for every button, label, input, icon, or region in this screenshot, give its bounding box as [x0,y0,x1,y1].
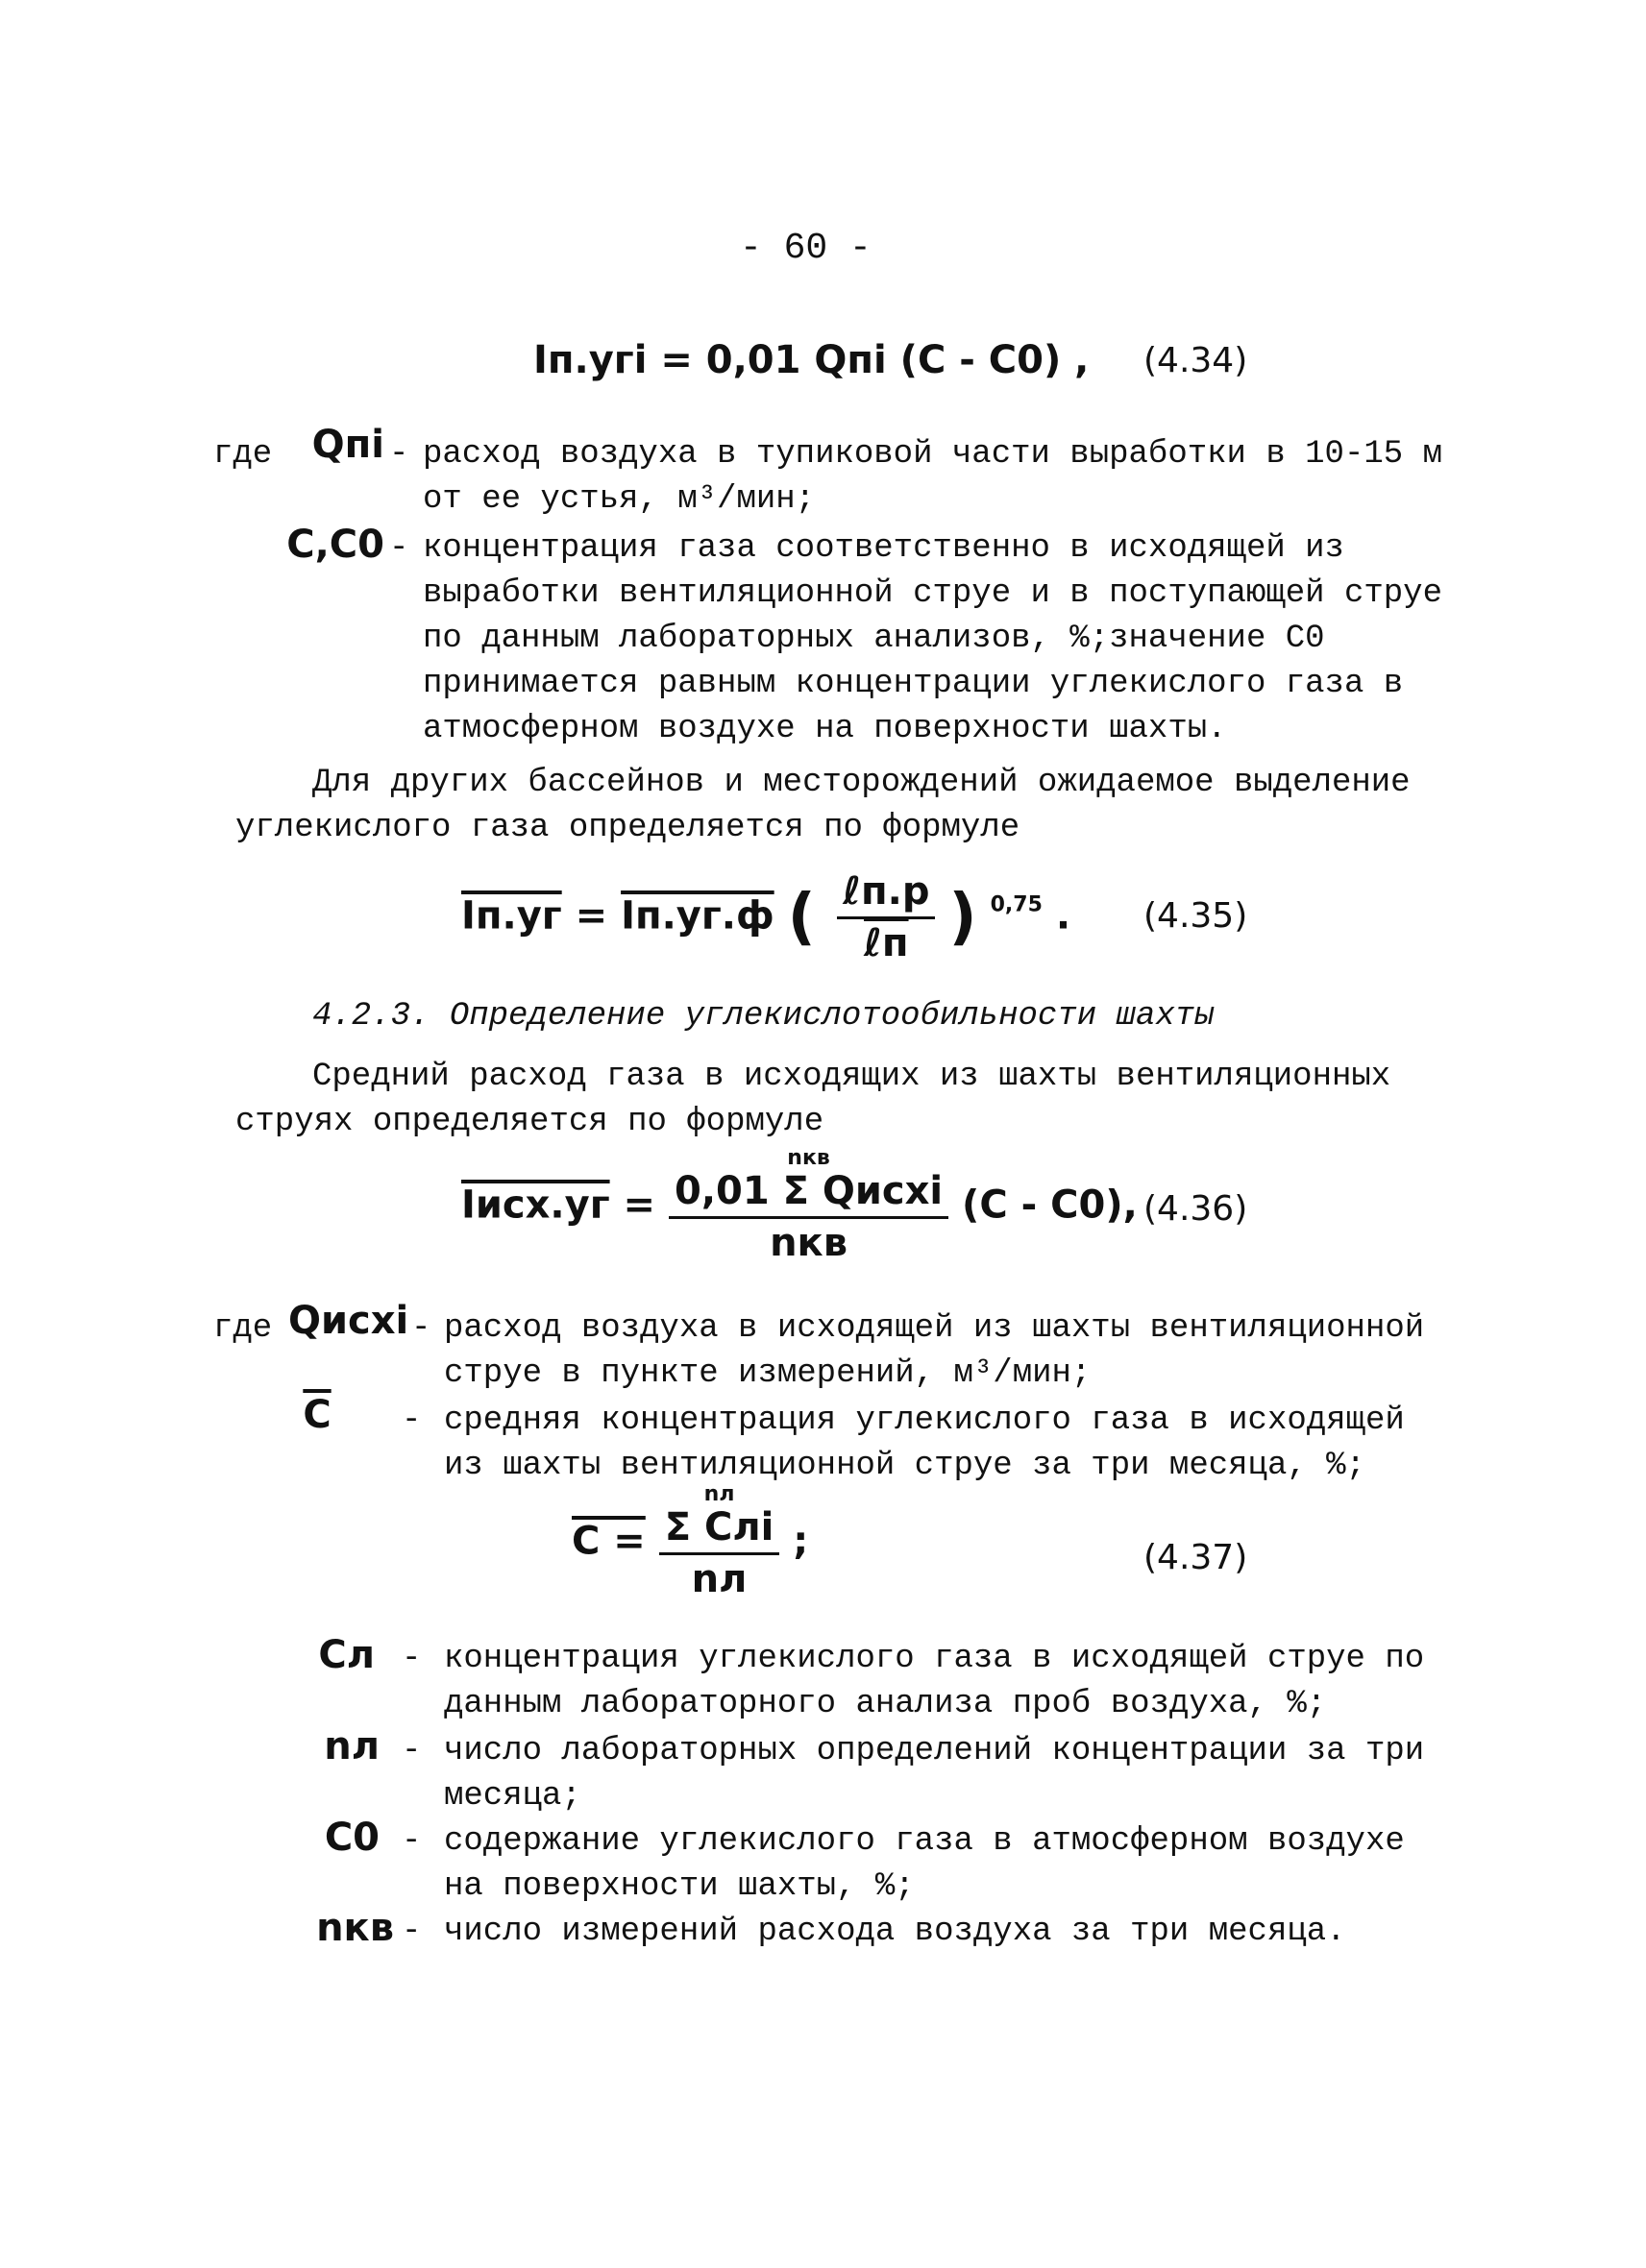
definition-lead: где [213,1310,273,1347]
definition-dash: - [402,1641,422,1677]
equation-4-36-lhs: Iисх.уг [461,1183,610,1228]
definition-dash: - [389,436,409,473]
definition-text-n-l: число лабораторных определений концентрации за три месяца; [444,1733,1425,1815]
equation-4-34: Iп.угi = 0,01 Qпi (C - C0) , [533,338,1090,382]
equation-4-35-fraction [837,869,935,966]
paragraph-other-basins: Для других бассейнов и месторождений ожидаемое выделение углекислого газа определяется по формуле [235,765,1411,846]
definition-lead: где [213,436,273,473]
page-number: - 60 - [740,228,872,269]
definition-text-q-isxi: расход воздуха в исходящей из шахты вентиляционной струе в пункте измерений, м³/мин; [444,1310,1425,1392]
equation-4-37-numerator: Σ Cлi [659,1505,780,1555]
equation-number-4-34: (4.34) [1143,341,1248,380]
definition-text-c-bar: средняя концентрация углекислого газа в исходящей из шахты вентиляционной струе за три месяца, %; [444,1402,1405,1484]
symbol-n-kv: nкв [316,1906,394,1950]
symbol-q-isxi: Qисхi [288,1299,409,1343]
equation-4-37-denominator: nл [691,1557,748,1601]
equation-4-36-sum-top: nкв [787,1146,830,1170]
equation-number-4-35: (4.35) [1143,896,1248,936]
equation-4-36: Iисх.уг = nкв 0,01 Σ Qисхi nкв (C - C0), [461,1146,1138,1265]
equation-4-35-denominator: ℓп [864,921,909,965]
section-heading: 4.2.3. Определение углекислотообильности шахты [312,998,1215,1035]
definition-dash: - [402,1823,422,1860]
symbol-q-ni: Qпi [311,423,384,467]
equation-4-37-lhs: C = [572,1519,646,1564]
equation-4-36-numerator: 0,01 Σ Qисхi [669,1169,948,1219]
equation-4-36-denominator: nкв [770,1221,848,1265]
equation-4-35-numerator: ℓп.р [837,869,935,919]
equation-4-37-fraction [659,1484,780,1602]
definition-dash: - [411,1310,431,1347]
definition-dash: - [402,1402,422,1439]
equation-4-37 [572,1484,808,1602]
equation-4-37-tail: ; [793,1519,809,1564]
equation-4-35: Iп.уг = Iп.уг.ф ( $\frac{\text{ℓп.р}}{\text{ℓп}}$ ) $^{0,75}$ . [461,869,1071,965]
definition-text-c0: содержание углекислого газа в атмосферном воздухе на поверхности шахты, %; [444,1823,1405,1905]
symbol-c-l: Cл [318,1633,375,1677]
equation-4-36-fraction [669,1148,948,1266]
paragraph-average-flow: Средний расход газа в исходящих из шахты вентиляционных струях определяется по формуле [235,1059,1391,1140]
equation-4-36-tail: (C - C0), [962,1183,1138,1228]
symbol-c-bar: $\overline{C}$ [303,1393,332,1437]
equation-4-35-lhs: Iп.уг [461,893,562,939]
equation-4-37-sum-top: nл [703,1482,735,1506]
definition-dash: - [389,530,409,567]
symbol-c-c0: C,C0 [286,523,384,567]
equation-number-4-36: (4.36) [1143,1189,1248,1229]
equation-4-35-power: 0,75 [990,892,1043,917]
equation-4-35-rhs: Iп.уг.ф [621,893,774,939]
definition-text-c-c0: концентрация газа соответственно в исходящей из выработки вентиляционной струе и в поступающей струе по данным лабораторных анализов, %;значение C0 принимается равным концентрации углекислого газа в атмосферном воздухе на поверхности шахты. [423,530,1442,747]
equation-number-4-37: (4.37) [1143,1538,1248,1577]
definition-text-q-ni: расход воздуха в тупиковой части выработки в 10-15 м от ее устья, м³/мин; [423,436,1442,518]
definition-text-n-kv: число измерений расхода воздуха за три месяца. [444,1914,1346,1950]
symbol-n-l: nл [324,1724,380,1768]
definition-dash: - [402,1733,422,1769]
definition-dash: - [402,1914,422,1950]
symbol-c0: C0 [324,1816,380,1860]
definition-text-c-l: концентрация углекислого газа в исходящей струе по данным лабораторного анализа проб воздуха, %; [444,1641,1425,1722]
